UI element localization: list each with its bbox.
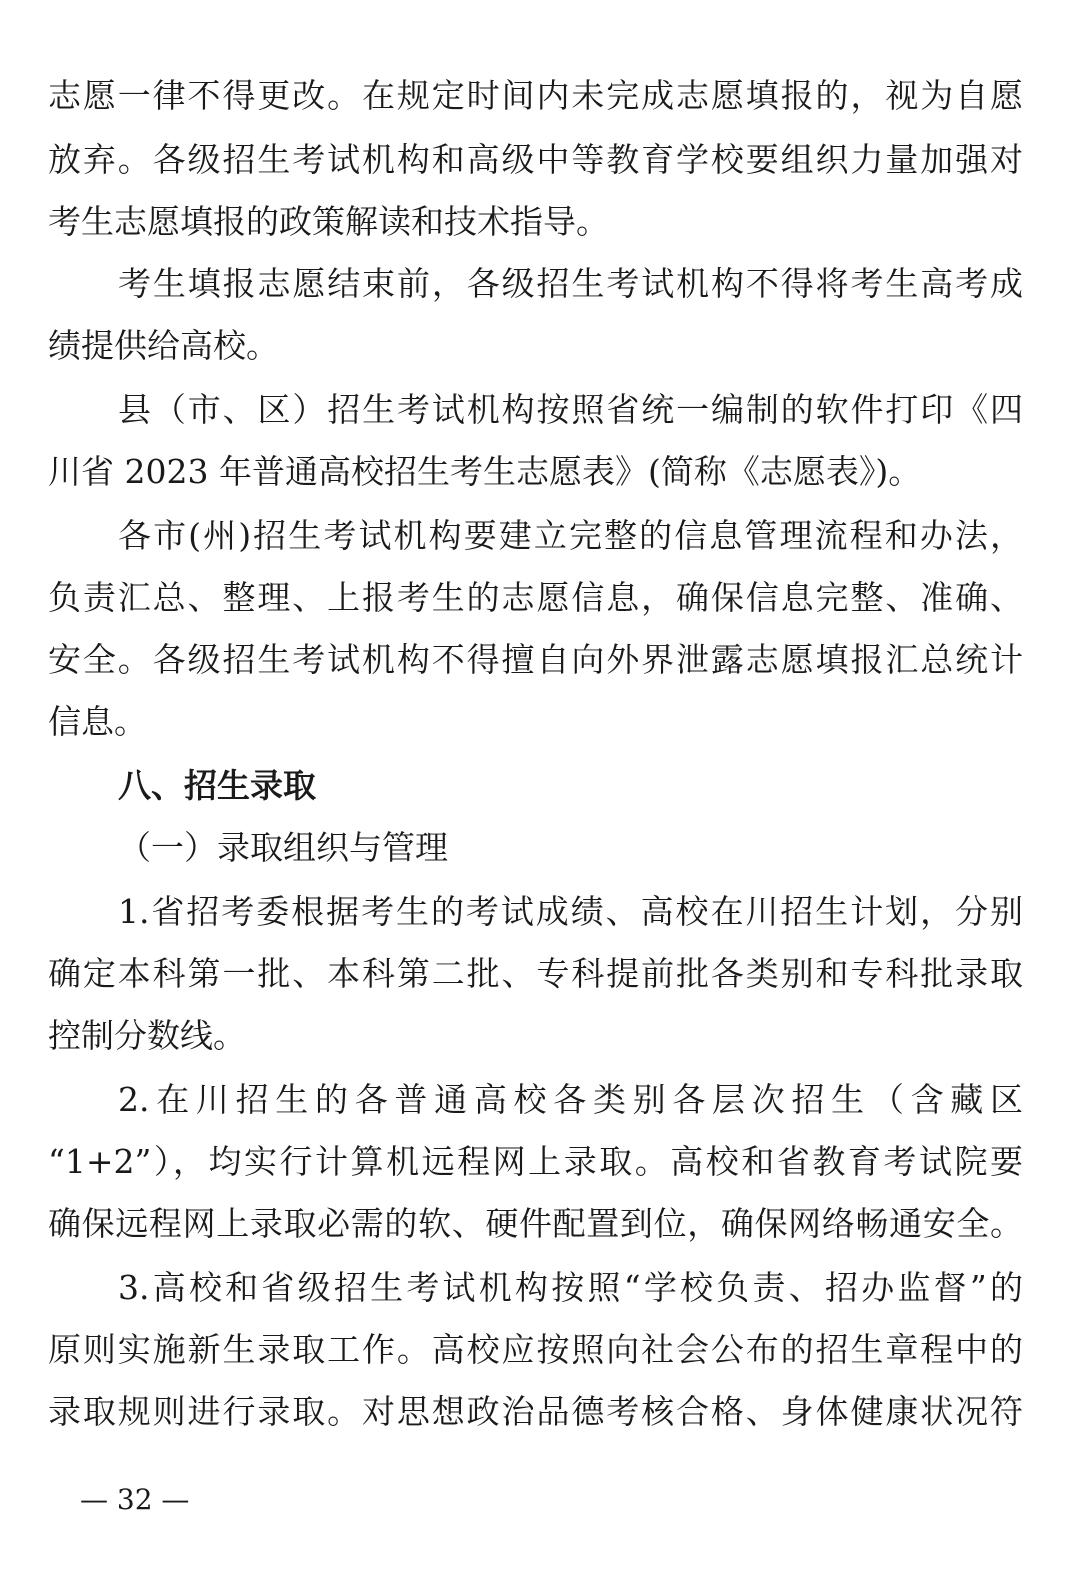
- text-line-1: 志愿一律不得更改。在规定时间内未完成志愿填报的，视为自愿: [48, 76, 1023, 115]
- text-line-2: 放弃。各级招生考试机构和高级中等教育学校要组织力量加强对: [48, 140, 1023, 179]
- text-line-8: 各市(州)招生考试机构要建立完整的信息管理流程和办法，: [118, 516, 1023, 555]
- text-line-7: 川省 2023 年普通高校招生考生志愿表》(简称《志愿表》)。: [48, 452, 922, 491]
- text-line-15: 确定本科第一批、本科第二批、专科提前批各类别和专科批录取: [48, 954, 1023, 993]
- text-line-18: “1+2”），均实行计算机远程网上录取。高校和省教育考试院要: [48, 1142, 1023, 1181]
- text-line-6: 县（市、区）招生考试机构按照省统一编制的软件打印《四: [118, 390, 1023, 429]
- text-line-21: 原则实施新生录取工作。高校应按照向社会公布的招生章程中的: [48, 1330, 1023, 1369]
- text-line-14: 1.省招考委根据考生的考试成绩、高校在川招生计划，分别: [118, 892, 1023, 931]
- text-line-10: 安全。各级招生考试机构不得擅自向外界泄露志愿填报汇总统计: [48, 640, 1023, 679]
- text-line-4: 考生填报志愿结束前，各级招生考试机构不得将考生高考成: [118, 264, 1023, 303]
- text-line-17: 2.在川招生的各普通高校各类别各层次招生（含藏区: [118, 1080, 1023, 1119]
- text-line-3: 考生志愿填报的政策解读和技术指导。: [48, 202, 609, 241]
- page-number: — 32 —: [80, 1483, 190, 1516]
- text-line-16: 控制分数线。: [48, 1016, 246, 1055]
- text-line-20: 3.高校和省级招生考试机构按照“学校负责、招办监督”的: [118, 1268, 1023, 1307]
- text-line-22: 录取规则进行录取。对思想政治品德考核合格、身体健康状况符: [48, 1392, 1023, 1431]
- text-line-9: 负责汇总、整理、上报考生的志愿信息，确保信息完整、准确、: [48, 578, 1023, 617]
- subsection-heading: （一）录取组织与管理: [118, 828, 448, 867]
- text-line-5: 绩提供给高校。: [48, 326, 279, 365]
- text-line-11: 信息。: [48, 702, 147, 741]
- section-heading: 八、招生录取: [118, 766, 316, 805]
- text-line-19: 确保远程网上录取必需的软、硬件配置到位，确保网络畅通安全。: [48, 1204, 1023, 1243]
